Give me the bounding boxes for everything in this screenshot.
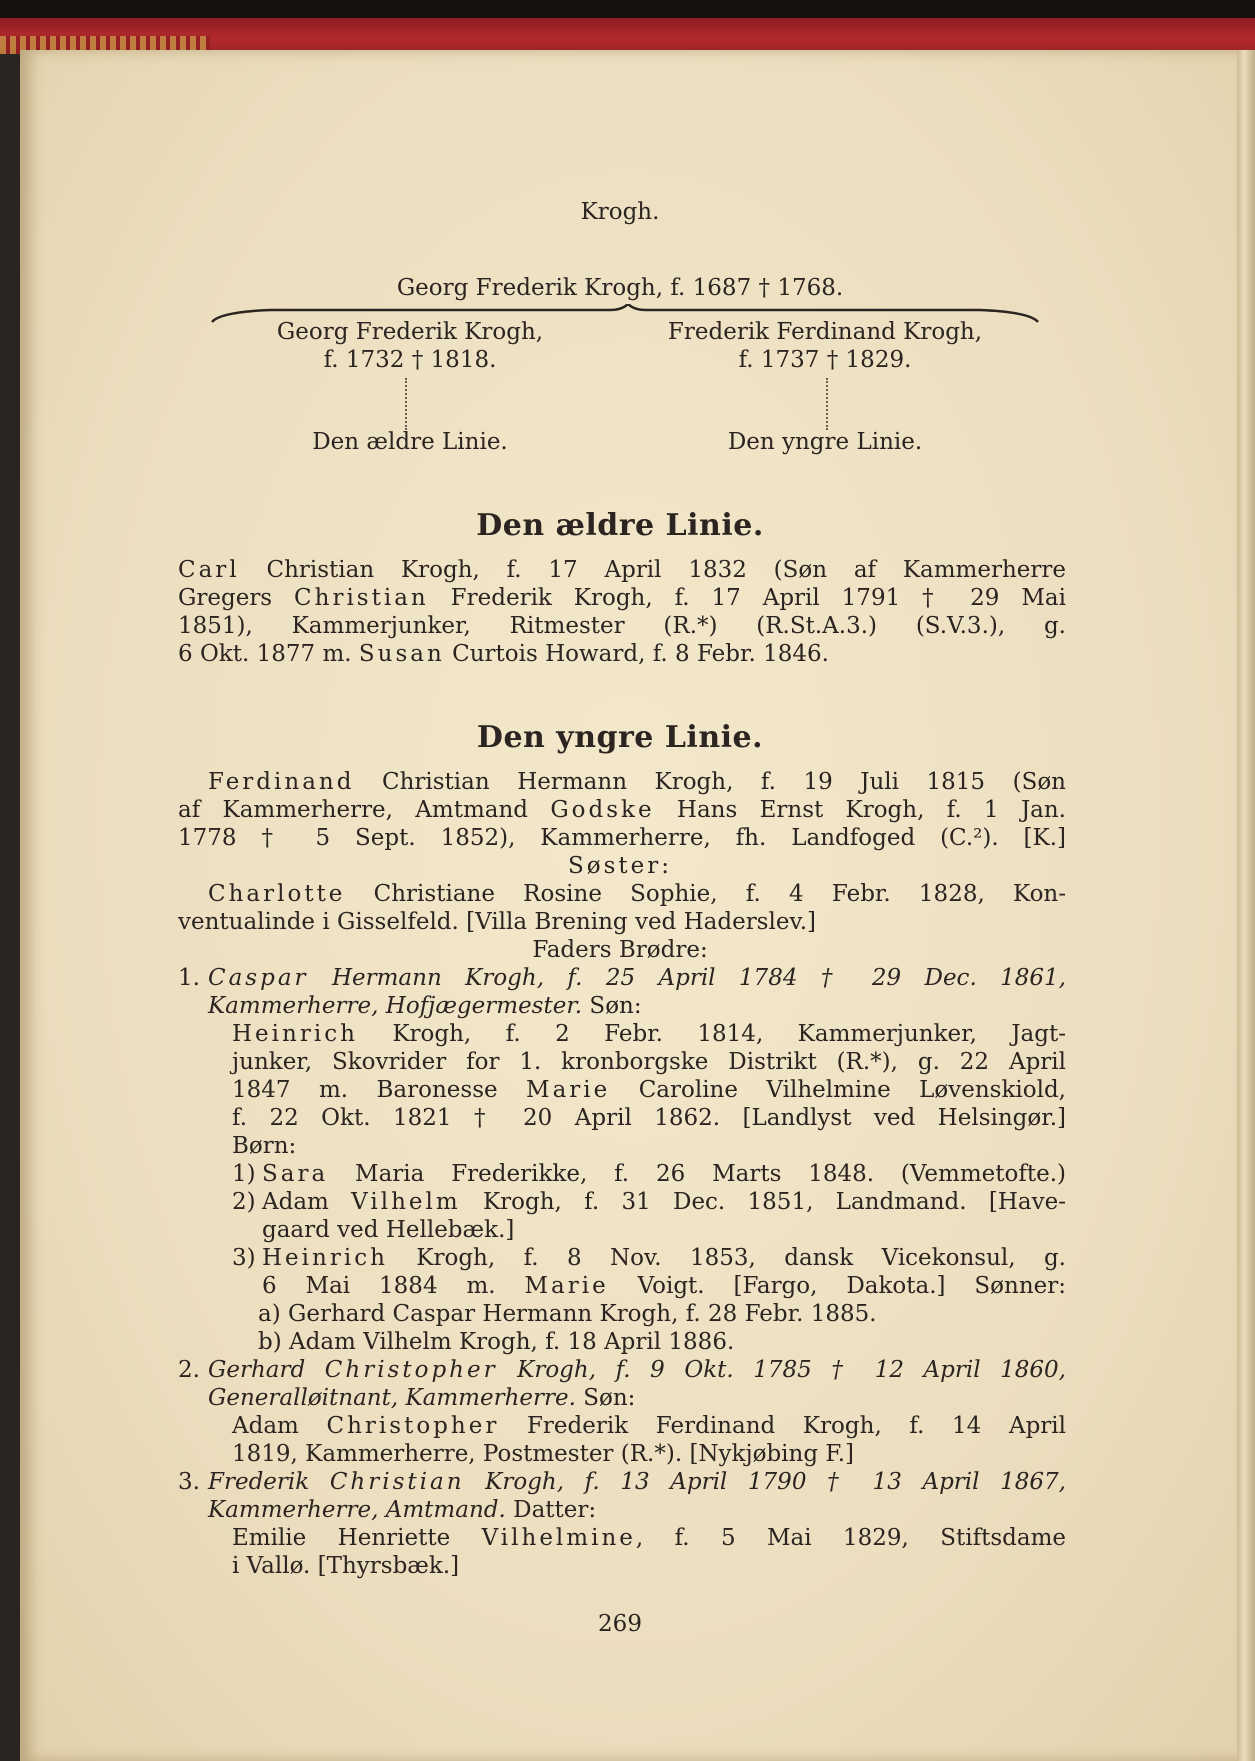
- b1-child-3-number: 3): [232, 1245, 256, 1271]
- text-run: Krogh, f. 31 Dec. 1851, Landmand. [Have-: [460, 1189, 1066, 1215]
- b2-line-1: [208, 1356, 1066, 1384]
- aeldre-line-2: [178, 584, 1066, 612]
- yngre-line-2: [178, 796, 1066, 824]
- name-spaced: Vilhelm: [351, 1189, 461, 1215]
- text-run: 1847 m. Baronesse: [232, 1077, 527, 1103]
- text-run: Søn:: [582, 993, 642, 1019]
- name-spaced: Christian: [329, 1469, 465, 1495]
- name-spaced: Marie: [524, 1273, 609, 1299]
- aeldre-line-4: [178, 640, 829, 668]
- yngre-line-1: [208, 768, 1066, 796]
- tree-left-dates: f. 1732 † 1818.: [323, 347, 497, 373]
- tree-right-dates: f. 1737 † 1829.: [738, 347, 912, 373]
- page-edge: [1237, 50, 1255, 1761]
- b1-child-2-number: 2): [232, 1189, 256, 1215]
- b1-line-6: f. 22 Okt. 1821 † 20 April 1862. [Landlyst ved Helsingør.]: [232, 1105, 1066, 1131]
- name-spaced: Christopher: [324, 1357, 498, 1383]
- text-run: Krogh, f. 2 Febr. 1814, Kammerjunker, Jagt-: [357, 1021, 1066, 1047]
- soster-line-2: ventualinde i Gisselfeld. [Villa Brening ved Haderslev.]: [178, 909, 817, 935]
- name-spaced: Susan: [358, 641, 445, 667]
- text-run: Voigt. [Fargo, Dakota.] Sønner:: [608, 1273, 1066, 1299]
- b3-line-4: i Vallø. [Thyrsbæk.]: [232, 1553, 460, 1579]
- text-run: Krogh, f. 9 Okt. 1785 † 12 April 1860,: [497, 1357, 1066, 1383]
- text-run: Christian Hermann Krogh, f. 19 Juli 1815 (Søn: [354, 769, 1066, 795]
- section-heading-yngre: Den yngre Linie.: [476, 720, 764, 755]
- tree-left-connector: [405, 378, 407, 430]
- text-run: , f. 5 Mai 1829, Stiftsdame: [635, 1525, 1066, 1551]
- name-spaced: Carl: [178, 557, 240, 583]
- text-run: Gerhard: [208, 1357, 325, 1383]
- b1-child-2: [262, 1188, 1066, 1216]
- text-run: af Kammerherre, Amtmand: [178, 797, 551, 823]
- text-run: 6 Mai 1884 m.: [262, 1273, 525, 1299]
- tree-root: Georg Frederik Krogh, f. 1687 † 1768.: [396, 275, 844, 301]
- text-run: Gregers: [178, 585, 295, 611]
- b2-number: 2.: [178, 1357, 200, 1383]
- text-run: Krogh, f. 13 April 1790 † 13 April 1867,: [464, 1469, 1066, 1495]
- name-spaced: Christian: [294, 585, 429, 611]
- aeldre-line-1: [178, 556, 1066, 584]
- tree-left-line-label: Den ældre Linie.: [312, 429, 508, 455]
- b3-line-3: [232, 1524, 1066, 1552]
- section-heading-aeldre: Den ældre Linie.: [476, 508, 764, 543]
- b1-child-3-cont: [262, 1272, 1066, 1300]
- aeldre-line-3: 1851), Kammerjunker, Ritmester (R.*) (R.St.A.3.) (S.V.3.), g.: [178, 613, 1066, 639]
- page-number: 269: [598, 1611, 642, 1637]
- text-run: Adam: [262, 1189, 352, 1215]
- text-run: Caroline Vilhelmine Løvenskiold,: [610, 1077, 1066, 1103]
- soster-label: Søster:: [567, 853, 672, 879]
- text-run: Krogh, f. 8 Nov. 1853, dansk Vicekonsul, g.: [387, 1245, 1066, 1271]
- text-run: Kammerherre, Hofjægermester.: [208, 993, 583, 1019]
- text-run: Kammerherre, Amtmand.: [208, 1497, 506, 1523]
- page-title: Krogh.: [580, 199, 660, 225]
- faders-brodre-label: Faders Brødre:: [532, 937, 708, 963]
- b1-born-label: Børn:: [232, 1133, 297, 1159]
- text-run: Datter:: [505, 1497, 597, 1523]
- name-spaced: Marie: [526, 1077, 611, 1103]
- name-spaced: Godske: [550, 797, 655, 823]
- b1-line-1: [208, 964, 1066, 992]
- b1-line-3: [232, 1020, 1066, 1048]
- b3-line-1: [208, 1468, 1066, 1496]
- name-spaced: Christopher: [326, 1413, 500, 1439]
- text-run: 6 Okt. 1877 m.: [178, 641, 359, 667]
- text-run: Hans Ernst Krogh, f. 1 Jan.: [654, 797, 1066, 823]
- text-run: Christiane Rosine Sophie, f. 4 Febr. 1828, Kon-: [345, 881, 1066, 907]
- name-spaced: Charlotte: [208, 881, 346, 907]
- b1-line-5: [232, 1076, 1066, 1104]
- text-run: Maria Frederikke, f. 26 Marts 1848. (Vemmetofte.): [328, 1161, 1066, 1187]
- tree-right-line-label: Den yngre Linie.: [727, 429, 923, 455]
- b1-child-1: [262, 1160, 1066, 1188]
- name-spaced: Sara: [262, 1161, 329, 1187]
- b1-number: 1.: [178, 965, 200, 991]
- soster-line-1: [208, 880, 1066, 908]
- text-run: Frederik Ferdinand Krogh, f. 14 April: [499, 1413, 1067, 1439]
- yngre-line-3: 1778 † 5 Sept. 1852), Kammerherre, fh. Landfoged (C.²). [K.]: [178, 825, 1066, 851]
- name-spaced: Caspar: [208, 965, 309, 991]
- text-run: Søn:: [575, 1385, 636, 1411]
- text-run: Frederik: [208, 1469, 330, 1495]
- text-run: Adam: [232, 1413, 327, 1439]
- b2-line-2: [208, 1384, 635, 1412]
- text-run: Christian Krogh, f. 17 April 1832 (Søn af Kammerherre: [239, 557, 1066, 583]
- b2-line-3: [232, 1412, 1066, 1440]
- tree-right-name: Frederik Ferdinand Krogh,: [667, 319, 983, 345]
- name-spaced: Ferdinand: [208, 769, 355, 795]
- tree-left-name: Georg Frederik Krogh,: [276, 319, 544, 345]
- b2-line-4: 1819, Kammerherre, Postmester (R.*). [Nykjøbing F.]: [232, 1441, 855, 1467]
- b1-grandchild-a: a) Gerhard Caspar Hermann Krogh, f. 28 Febr. 1885.: [258, 1301, 877, 1327]
- text-run: Curtois Howard, f. 8 Febr. 1846.: [444, 641, 829, 667]
- b1-child-1-number: 1): [232, 1161, 256, 1187]
- tree-right-connector: [826, 378, 828, 430]
- b3-line-2: [208, 1496, 596, 1524]
- b1-grandchild-b: b) Adam Vilhelm Krogh, f. 18 April 1886.: [258, 1329, 735, 1355]
- b1-line-4: junker, Skovrider for 1. kronborgske Distrikt (R.*), g. 22 April: [232, 1049, 1066, 1075]
- b1-line-2: [208, 992, 642, 1020]
- text-run: Frederik Krogh, f. 17 April 1791 † 29 Mai: [428, 585, 1066, 611]
- name-spaced: Heinrich: [232, 1021, 358, 1047]
- b1-child-3: [262, 1244, 1066, 1272]
- text-run: Emilie Henriette: [232, 1525, 482, 1551]
- name-spaced: Vilhelmine: [481, 1525, 636, 1551]
- text-run: Generalløitnant, Kammerherre.: [208, 1385, 576, 1411]
- text-run: Hermann Krogh, f. 25 April 1784 † 29 Dec. 1861,: [308, 965, 1066, 991]
- b1-child-2-cont: gaard ved Hellebæk.]: [262, 1217, 515, 1243]
- name-spaced: Heinrich: [262, 1245, 388, 1271]
- b3-number: 3.: [178, 1469, 200, 1495]
